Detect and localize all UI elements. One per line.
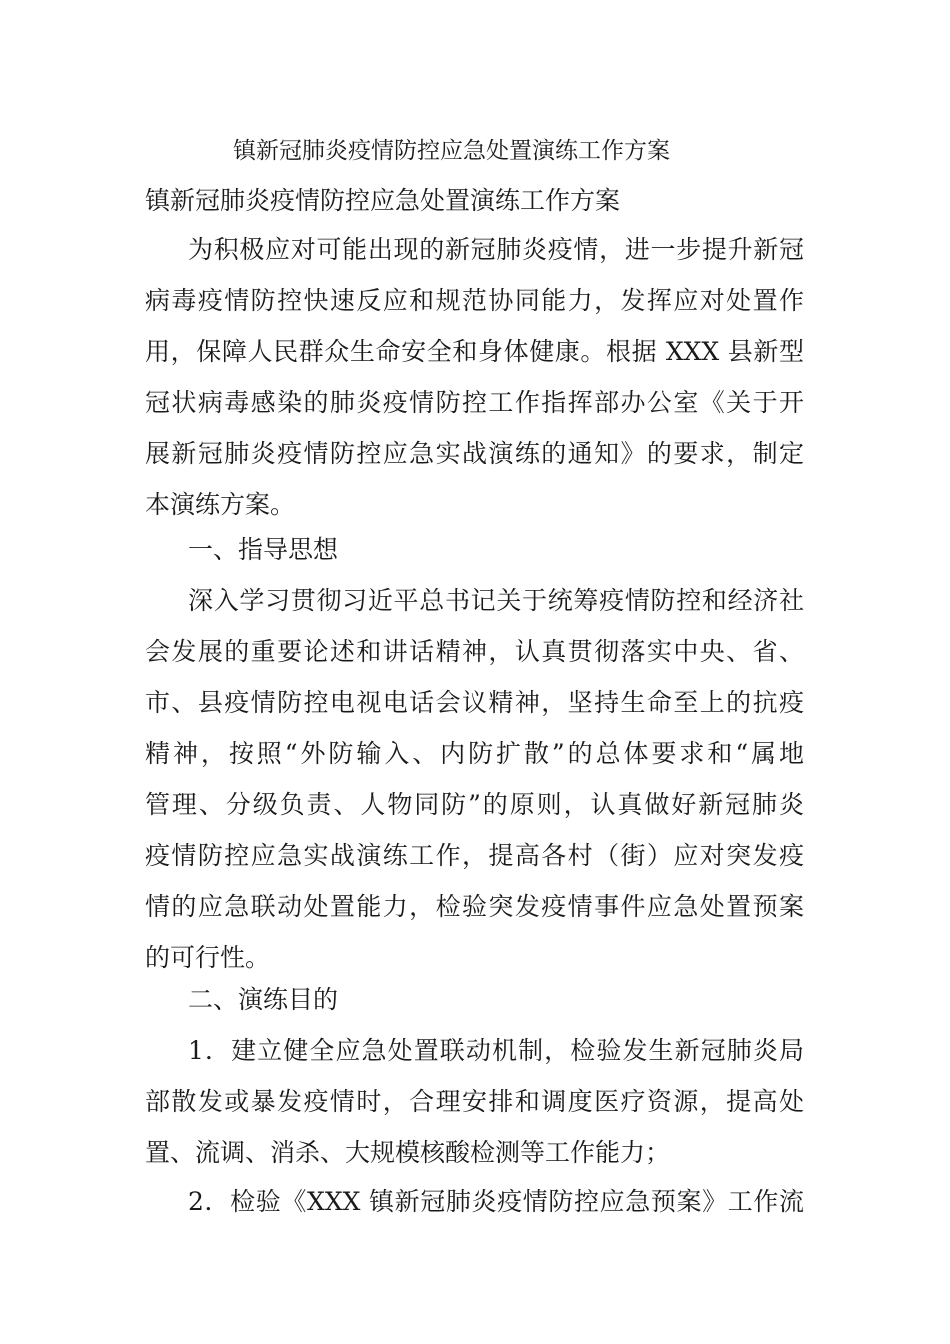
paragraph-line: 部散发或暴发疫情时，合理安排和调度医疗资源，提高处 <box>145 1087 804 1116</box>
paragraph-line: 展新冠肺炎疫情防控应急实战演练的通知》的要求，制定 <box>145 439 804 468</box>
paragraph-line: 会发展的重要论述和讲话精神，认真贯彻落实中央、省、 <box>145 637 804 666</box>
paragraph-line: 市、县疫情防控电视电话会议精神，坚持生命至上的抗疫 <box>145 688 804 717</box>
document-subtitle: 镇新冠肺炎疫情防控应急处置演练工作方案 <box>145 186 621 215</box>
paragraph-line: 病毒疫情防控快速反应和规范协同能力，发挥应对处置作 <box>145 286 804 315</box>
paragraph-line: 本演练方案。 <box>145 490 296 519</box>
paragraph-line: 1．建立健全应急处置联动机制，检验发生新冠肺炎局 <box>188 1036 804 1065</box>
document-title: 镇新冠肺炎疫情防控应急处置演练工作方案 <box>233 138 670 164</box>
paragraph-line: 精神，按照“外防输入、内防扩散”的总体要求和“属地 <box>145 739 804 768</box>
paragraph-line: 疫情防控应急实战演练工作，提高各村（街）应对突发疫 <box>145 841 804 870</box>
paragraph-line: 的可行性。 <box>145 943 271 972</box>
paragraph-line: 为积极应对可能出现的新冠肺炎疫情，进一步提升新冠 <box>188 235 804 264</box>
paragraph-line: 情的应急联动处置能力，检验突发疫情事件应急处置预案 <box>145 892 804 921</box>
section-heading-guiding-ideology: 一、指导思想 <box>188 535 339 564</box>
paragraph-line: 冠状病毒感染的肺炎疫情防控工作指挥部办公室《关于开 <box>145 388 804 417</box>
section-heading-drill-purpose: 二、演练目的 <box>188 985 339 1014</box>
paragraph-line: 用，保障人民群众生命安全和身体健康。根据 XXX 县新型 <box>145 337 804 366</box>
paragraph-line: 2．检验《XXX 镇新冠肺炎疫情防控应急预案》工作流 <box>188 1187 804 1216</box>
paragraph-line: 深入学习贯彻习近平总书记关于统筹疫情防控和经济社 <box>188 586 804 615</box>
paragraph-line: 管理、分级负责、人物同防”的原则，认真做好新冠肺炎 <box>145 790 804 819</box>
paragraph-line: 置、流调、消杀、大规模核酸检测等工作能力； <box>145 1138 671 1167</box>
